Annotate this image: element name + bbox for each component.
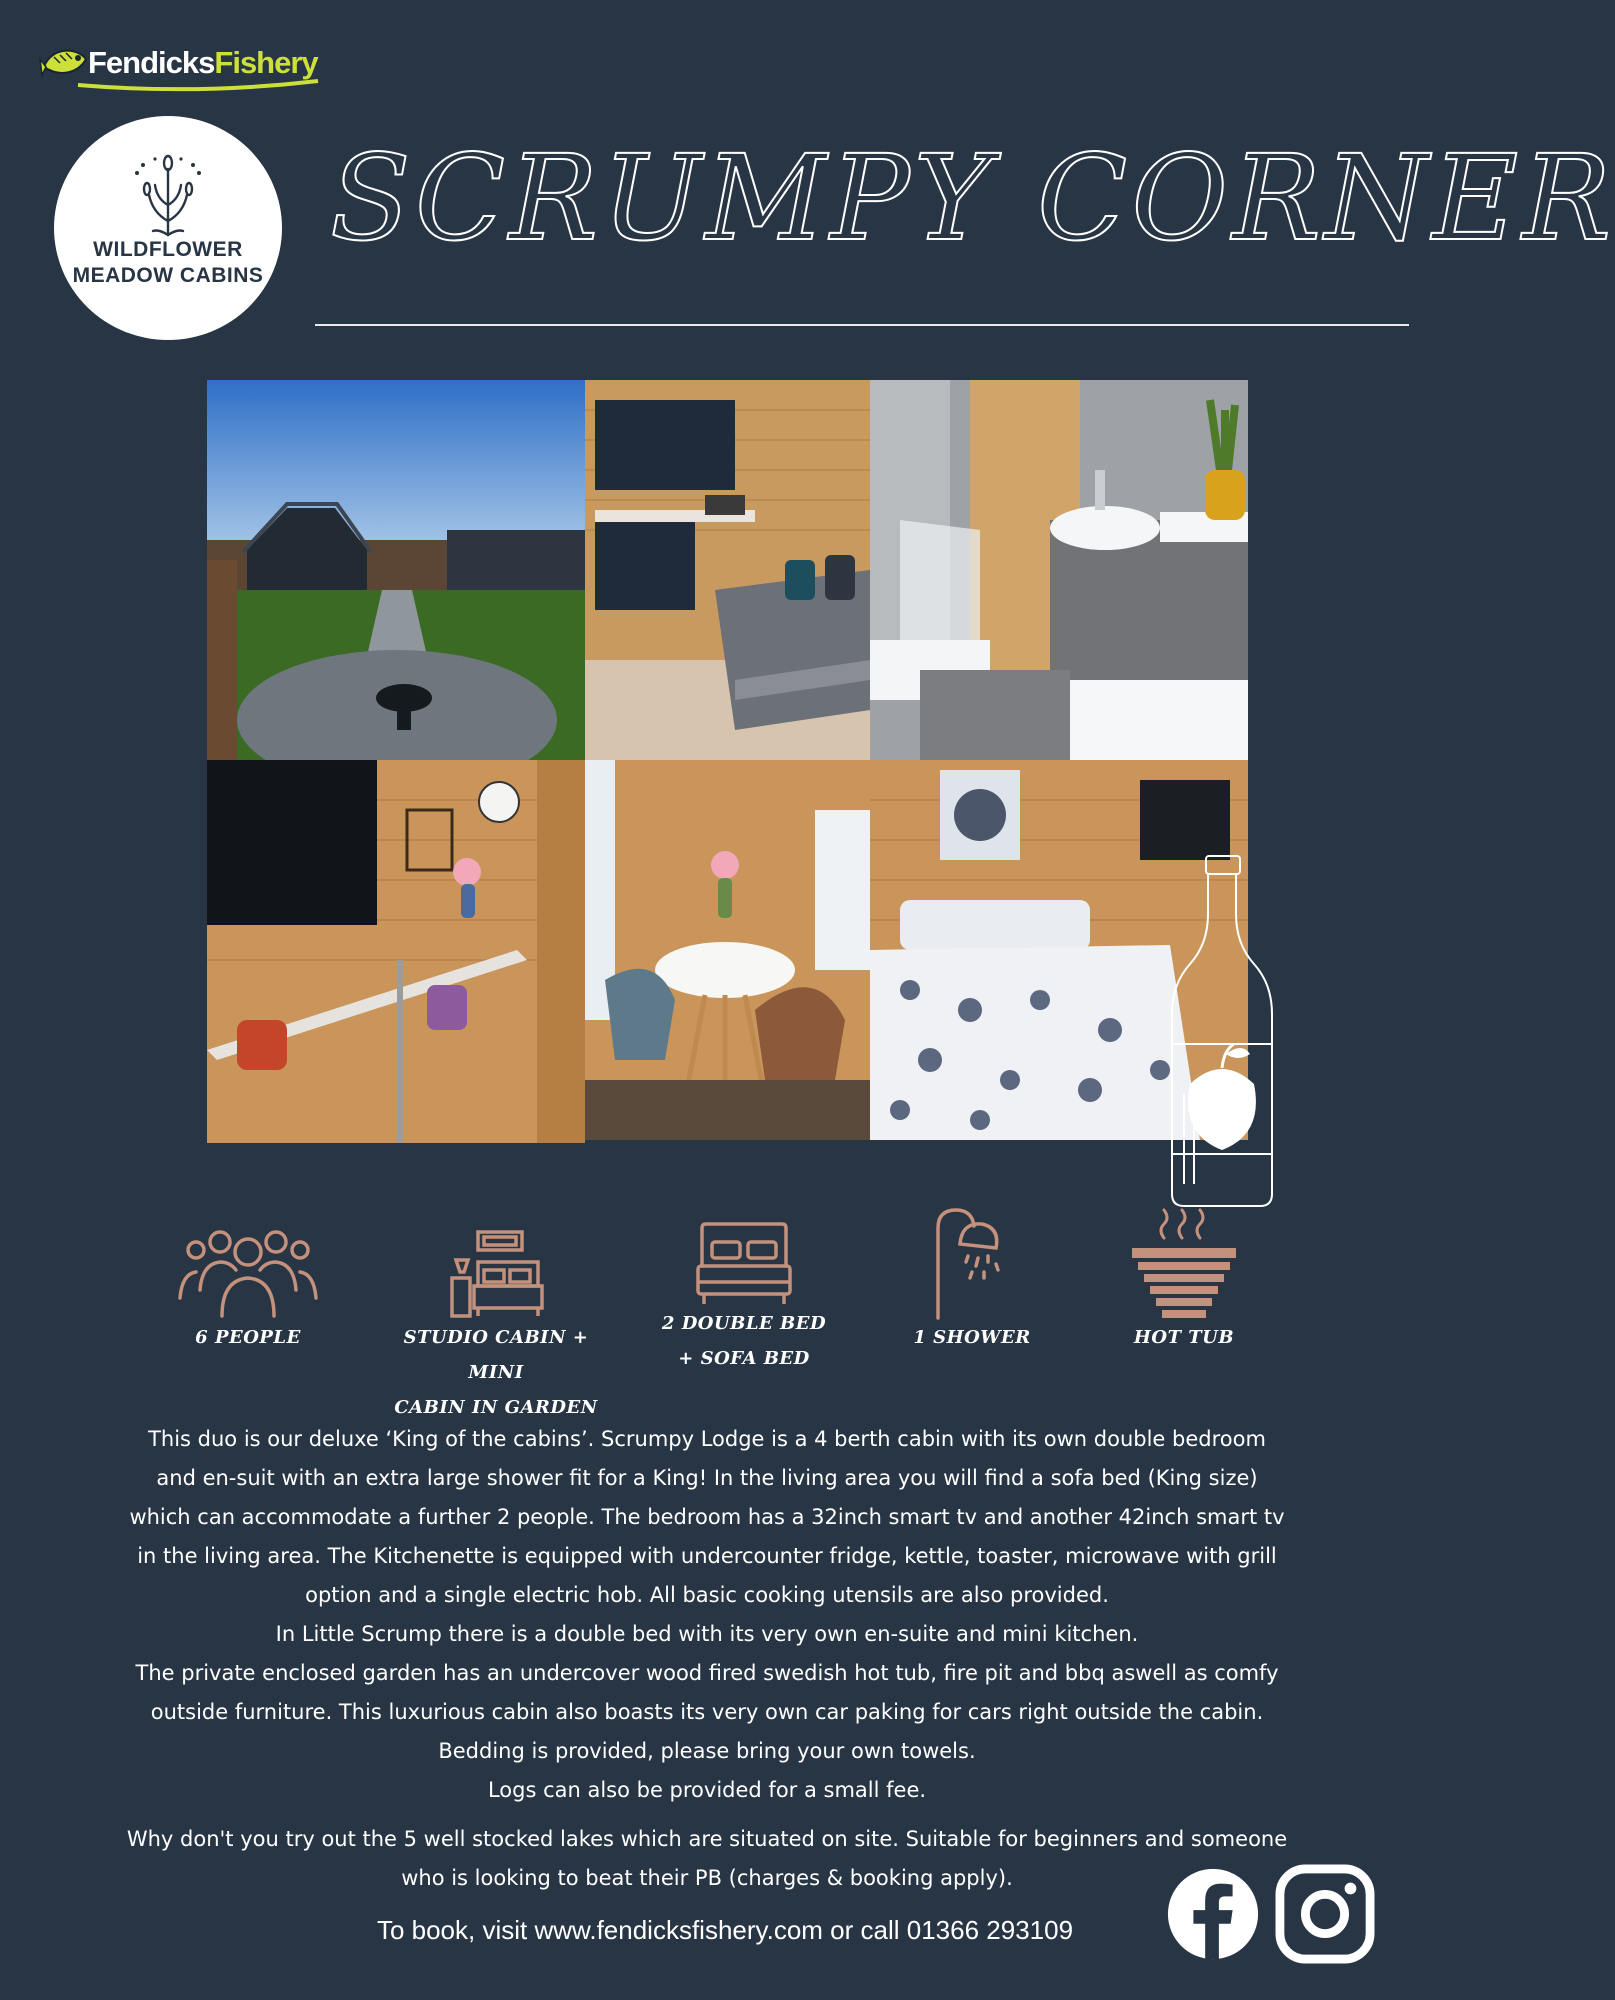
feature-people-label: 6 PEOPLE xyxy=(195,1327,301,1348)
people-icon xyxy=(178,1220,318,1320)
lakes-line: who is looking to beat their PB (charges & booking apply). xyxy=(401,1866,1013,1890)
feature-cabin-label-2: CABIN IN GARDEN xyxy=(394,1397,598,1418)
photo-garden xyxy=(207,380,585,760)
description xyxy=(40,1420,1374,1810)
cider-bottle-illustration xyxy=(1168,854,1276,1210)
brand-name-part2: Fishery xyxy=(214,45,318,80)
feature-people xyxy=(178,1220,318,1355)
facebook-icon[interactable] xyxy=(1164,1864,1262,1964)
logo-swoosh xyxy=(78,79,318,91)
feature-shower-label: 1 SHOWER xyxy=(913,1327,1031,1348)
description-line: Bedding is provided, please bring your own towels. xyxy=(438,1739,976,1763)
page-title: SCRUMPY CORNER xyxy=(330,129,1615,267)
double-bed-icon xyxy=(674,1220,814,1320)
photo-breakfast-bar xyxy=(207,760,585,1143)
lakes-line: Why don't you try out the 5 well stocked lakes which are situated on site. Suitable for beginners and someone xyxy=(126,1827,1288,1851)
description-line: This duo is our deluxe ‘King of the cabins’. Scrumpy Lodge is a 4 berth cabin with its own double bedroom xyxy=(148,1427,1266,1451)
wildflower-meadow-badge xyxy=(54,116,282,340)
feature-beds-label-1: 2 DOUBLE BED xyxy=(661,1313,827,1334)
description-line: Logs can also be provided for a small fee. xyxy=(487,1778,927,1802)
description-line: outside furniture. This luxurious cabin also boasts its very own car paking for cars right outside the cabin. xyxy=(150,1700,1264,1724)
photo-kitchenette xyxy=(585,380,870,760)
title-divider xyxy=(315,324,1409,326)
cabin-room-icon xyxy=(426,1220,566,1320)
description-line: which can accommodate a further 2 people. The bedroom has a 32inch smart tv and another 42inch smart tv xyxy=(129,1505,1285,1529)
description-line: The private enclosed garden has an undercover wood fired swedish hot tub, fire pit and bbq aswell as comfy xyxy=(135,1661,1279,1685)
feature-shower xyxy=(902,1204,1042,1355)
description-line: option and a single electric hob. All basic cooking utensils are also provided. xyxy=(305,1583,1109,1607)
badge-line-1: WILDFLOWER xyxy=(93,238,243,261)
photo-shower-room xyxy=(870,380,1248,760)
booking-info[interactable]: To book, visit www.fendicksfishery.com or call 01366 293109 xyxy=(376,1915,1074,1945)
feature-hot-tub-label: HOT TUB xyxy=(1133,1327,1235,1348)
photo-dining-table xyxy=(585,760,870,1140)
feature-cabin xyxy=(374,1220,618,1425)
description-line: in the living area. The Kitchenette is equipped with undercounter fridge, kettle, toaster, microwave with grill xyxy=(137,1544,1277,1568)
feature-cabin-label-1: STUDIO CABIN + MINI xyxy=(403,1327,589,1383)
feature-hot-tub xyxy=(1114,1204,1254,1355)
instagram-icon[interactable] xyxy=(1276,1864,1374,1964)
fendicks-fishery-logo xyxy=(40,36,318,90)
hot-tub-icon xyxy=(1114,1204,1254,1320)
feature-beds-label-2: + SOFA BED xyxy=(678,1348,810,1369)
description-line: In Little Scrump there is a double bed with its very own en-suite and mini kitchen. xyxy=(275,1622,1139,1646)
shower-icon xyxy=(902,1204,1042,1320)
description-line: and en-suit with an extra large shower fit for a King! In the living area you will find a sofa bed (King size) xyxy=(156,1466,1258,1490)
badge-line-2: MEADOW CABINS xyxy=(72,264,264,287)
brand-name-part1: Fendicks xyxy=(88,45,215,80)
wildflower-icon xyxy=(123,151,213,237)
feature-beds xyxy=(644,1220,844,1376)
